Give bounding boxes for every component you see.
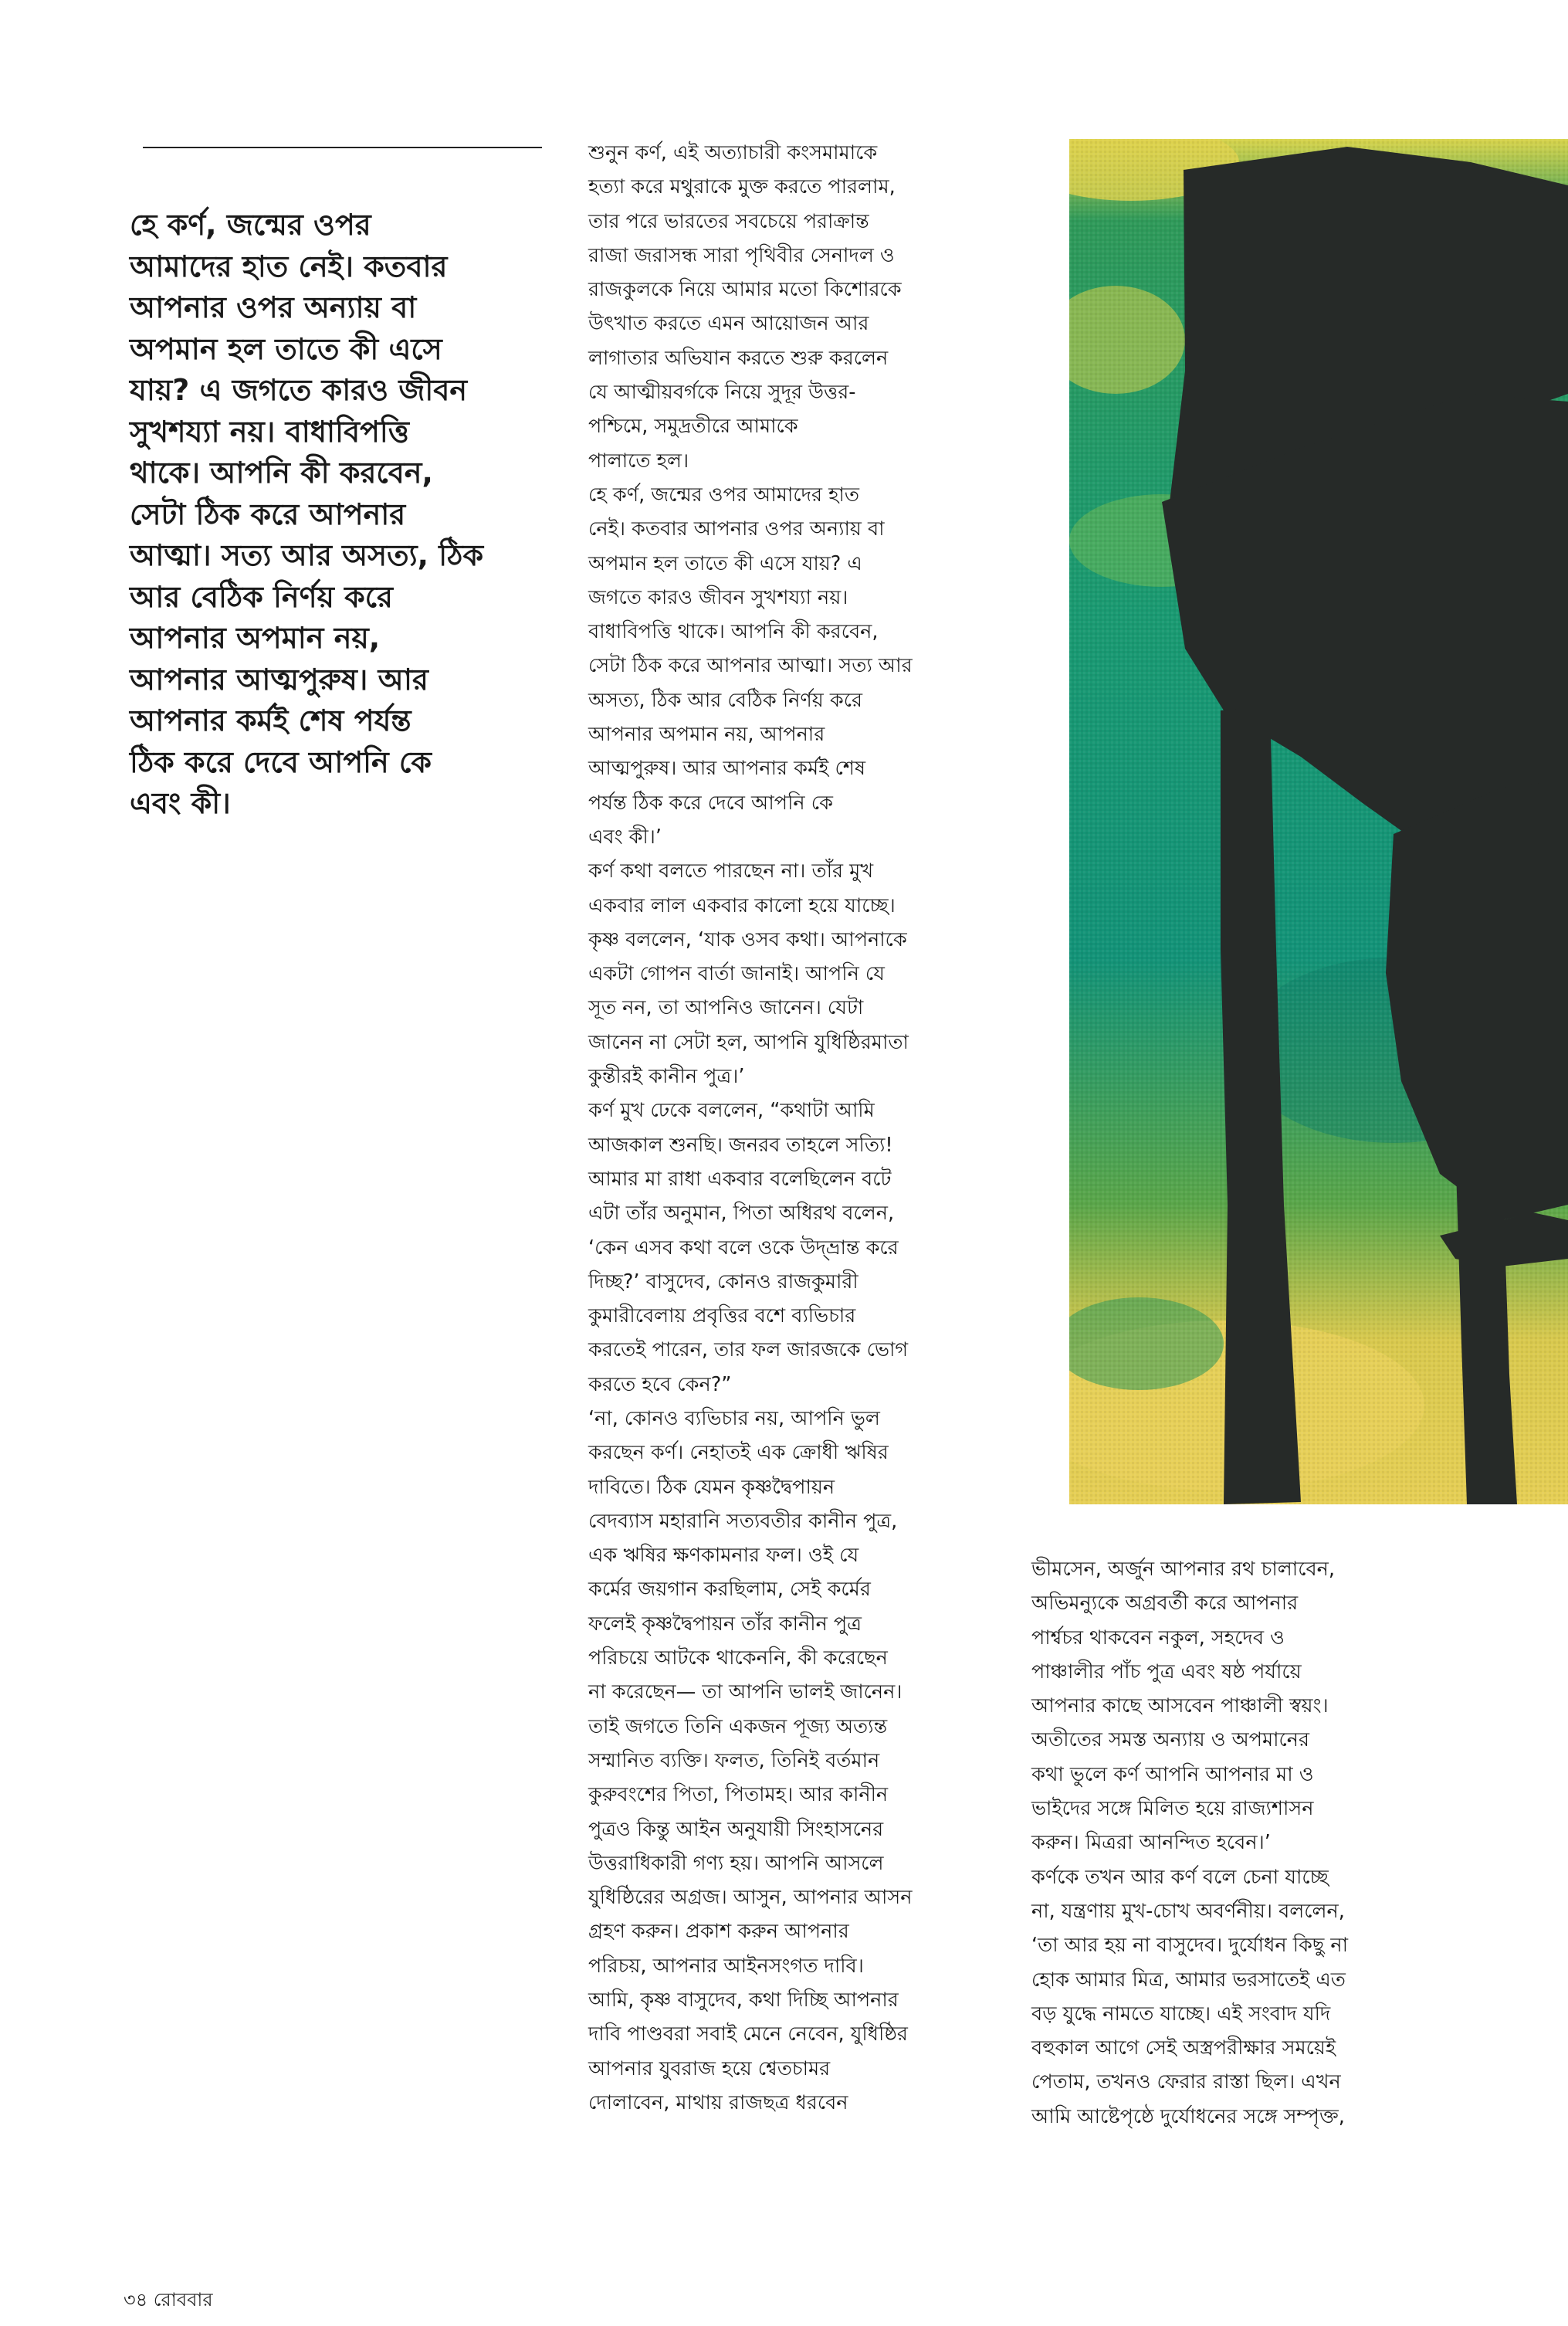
body-text-line: কর্ণকে তখন আর কর্ণ বলে চেনা যাচ্ছে [1031, 1865, 1329, 1889]
body-text-line: ভীমসেন, অর্জুন আপনার রথ চালাবেন, [1031, 1558, 1335, 1581]
body-text-line: আপনার কাছে আসবেন পাঞ্চালী স্বয়ং। [1031, 1694, 1329, 1718]
body-text-line: হে কর্ণ, জন্মের ওপর আমাদের হাত [588, 483, 860, 507]
body-text-line: এবং কী।’ [588, 825, 662, 849]
body-text-line: উত্তরাধিকারী গণ্য হয়। আপনি আসলে [588, 1851, 884, 1875]
body-text-line: পেতাম, তখনও ফেরার রাস্তা ছিল। এখন [1031, 2070, 1341, 2094]
body-text-line: আজকাল শুনছি। জনরব তাহলে সত্যি! [588, 1133, 893, 1157]
body-text-line: শুনুন কর্ণ, এই অত্যাচারী কংসমামাকে [588, 141, 878, 164]
body-text-line: বড় যুদ্ধে নামতে যাচ্ছে। এই সংবাদ যদি [1031, 2002, 1331, 2026]
body-text-line: করুন। মিত্ররা আনন্দিত হবেন।’ [1031, 1831, 1271, 1855]
body-text-line: যে আত্মীয়বর্গকে নিয়ে সুদূর উত্তর- [588, 381, 856, 405]
body-text-line: বেদব্যাস মহারানি সত্যবতীর কানীন পুত্র, [588, 1509, 898, 1533]
body-text-line: ভাইদের সঙ্গে মিলিত হয়ে রাজ্যশাসন [1031, 1797, 1314, 1821]
body-text-line: পাঞ্চালীর পাঁচ পুত্র এবং ষষ্ঠ পর্যায়ে [1031, 1660, 1302, 1683]
body-text-line: কুমারীবেলায় প্রবৃত্তির বশে ব্যভিচার [588, 1304, 856, 1328]
body-text-line: কথা ভুলে কর্ণ আপনি আপনার মা ও [1031, 1762, 1314, 1786]
body-text-line: পুত্রও কিন্তু আইন অনুযায়ী সিংহাসনের [588, 1817, 884, 1841]
pull-quote-line: থাকে। আপনি কী করবেন, [130, 456, 433, 490]
illustration-artwork [1069, 139, 1568, 1504]
body-text-line: কর্মের জয়গান করছিলাম, সেই কর্মের [588, 1578, 871, 1602]
pull-quote-line: আমাদের হাত নেই। কতবার [130, 249, 448, 283]
body-text-line: হোক আমার মিত্র, আমার ভরসাতেই এত [1031, 1968, 1346, 1992]
body-text-line: পালাতে হল। [588, 449, 689, 473]
body-text-line: আপনার অপমান নয়, আপনার [588, 723, 825, 747]
body-text-line: গ্রহণ করুন। প্রকাশ করুন আপনার [588, 1920, 849, 1944]
body-text-line: কুন্তীরই কানীন পুত্র।’ [588, 1065, 745, 1089]
pull-quote-line: হে কর্ণ, জন্মের ওপর [130, 208, 371, 242]
body-text-line: পার্শ্বচর থাকবেন নকুল, সহদেব ও [1031, 1626, 1285, 1650]
body-text-line: এক ঋষির ক্ষণকামনার ফল। ওই যে [588, 1544, 859, 1568]
pull-quote-line: আপনার কর্মই শেষ পর্যন্ত [130, 704, 411, 737]
body-text-line: লাগাতার অভিযান করতে শুরু করলেন [588, 346, 889, 370]
pull-quote-rule [143, 147, 542, 148]
body-text-line: জগতে কারও জীবন সুখশয্যা নয়। [588, 585, 848, 609]
pull-quote-line: যায়? এ জগতে কারও জীবন [130, 373, 468, 407]
body-text-line: ‘না, কোনও ব্যভিচার নয়, আপনি ভুল [588, 1406, 880, 1430]
pull-quote-line: আপনার আত্মপুরুষ। আর [130, 662, 428, 697]
pull-quote-line: আপনার অপমান নয়, [130, 621, 381, 655]
body-text-line: রাজকুলকে নিয়ে আমার মতো কিশোরকে [588, 278, 902, 302]
body-text-line: দাবিতে। ঠিক যেমন কৃষ্ণদ্বৈপায়ন [588, 1475, 835, 1499]
body-text-line: হত্যা করে মথুরাকে মুক্ত করতে পারলাম, [588, 175, 896, 199]
body-text-line: কর্ণ মুখ ঢেকে বললেন, “কথাটা আমি [588, 1099, 875, 1123]
body-text-line: পর্যন্ত ঠিক করে দেবে আপনি কে [588, 791, 833, 815]
body-text-line: অসত্য, ঠিক আর বেঠিক নির্ণয় করে [588, 688, 862, 712]
body-text-line: কুরুবংশের পিতা, পিতামহ। আর কানীন [588, 1783, 889, 1807]
body-text-line: নেই। কতবার আপনার ওপর অন্যায় বা [588, 517, 885, 541]
body-text-line: করছেন কর্ণ। নেহাতই এক ক্রোধী ঋষির [588, 1441, 889, 1465]
pull-quote-line: সেটা ঠিক করে আপনার [130, 497, 406, 531]
pull-quote-line: ঠিক করে দেবে আপনি কে [130, 744, 432, 779]
page-folio: ৩৪ রোববার [124, 2289, 213, 2311]
body-text-line: একটা গোপন বার্তা জানাই। আপনি যে [588, 962, 885, 986]
pull-quote-line: সুখশয্যা নয়। বাধাবিপত্তি [130, 414, 409, 449]
body-column-middle [588, 136, 1005, 2120]
body-text-line: করতেই পারেন, তার ফল জারজকে ভোগ [588, 1338, 909, 1362]
body-text-line: পরিচয়, আপনার আইনসংগত দাবি। [588, 1954, 864, 1978]
body-text-line: বহুকাল আগে সেই অস্ত্রপরীক্ষার সময়েই [1031, 2036, 1336, 2060]
body-text-line: জানেন না সেটা হল, আপনি যুধিষ্ঠিরমাতা [588, 1030, 909, 1054]
body-text-line: আমার মা রাধা একবার বলেছিলেন বটে [588, 1167, 892, 1191]
pull-quote-line: আত্মা। সত্য আর অসত্য, ঠিক [130, 538, 484, 572]
body-text-line: আপনার যুবরাজ হয়ে শ্বেতচামর [588, 2056, 831, 2080]
painting-svg [1069, 139, 1568, 1504]
body-text-line: ফলেই কৃষ্ণদ্বৈপায়ন তাঁর কানীন পুত্র [588, 1612, 862, 1636]
body-text-line: করতে হবে কেন?” [588, 1372, 732, 1396]
body-text-line: দিচ্ছ?’ বাসুদেব, কোনও রাজকুমারী [588, 1270, 859, 1294]
pull-quote-line: এবং কী। [130, 786, 231, 820]
body-text-line: একবার লাল একবার কালো হয়ে যাচ্ছে। [588, 893, 896, 917]
body-text-line: দাবি পাণ্ডবরা সবাই মেনে নেবেন, যুধিষ্ঠির [588, 2023, 908, 2046]
pull-quote [130, 205, 550, 825]
body-text-line: অভিমন্যুকে অগ্রবর্তী করে আপনার [1031, 1592, 1299, 1616]
body-text-line: অপমান হল তাতে কী এসে যায়? এ [588, 551, 862, 575]
body-text-line: আত্মপুরুষ। আর আপনার কর্মই শেষ [588, 757, 866, 781]
body-column-right [1031, 1552, 1464, 2134]
body-text-line: ‘কেন এসব কথা বলে ওকে উদ্‌ভ্রান্ত করে [588, 1236, 899, 1260]
body-text-line: এটা তাঁর অনুমান, পিতা অধিরথ বলেন, [588, 1202, 895, 1226]
body-text-line: আমি, কৃষ্ণ বাসুদেব, কথা দিচ্ছি আপনার [588, 1989, 899, 2012]
body-text-line: না করেছেন— তা আপনি ভালই জানেন। [588, 1680, 903, 1704]
pull-quote-line: অপমান হল তাতে কী এসে [130, 331, 442, 366]
body-text-line: আমি আষ্টেপৃষ্ঠে দুর্যোধনের সঙ্গে সম্পৃক্ত, [1031, 2104, 1345, 2128]
pull-quote-line: আপনার ওপর অন্যায় বা [130, 290, 417, 324]
body-text-line: কৃষ্ণ বললেন, ‘যাক ওসব কথা। আপনাকে [588, 927, 907, 951]
body-text-line: বাধাবিপত্তি থাকে। আপনি কী করবেন, [588, 620, 879, 644]
body-text-line: তাই জগতে তিনি একজন পূজ্য অত্যন্ত [588, 1714, 888, 1738]
body-text-line: সূত নন, তা আপনিও জানেন। যেটা [588, 996, 864, 1020]
body-text-line: না, যন্ত্রণায় মুখ-চোখ অবর্ণনীয়। বললেন, [1031, 1899, 1345, 1923]
body-text-line: তার পরে ভারতের সবচেয়ে পরাক্রান্ত [588, 209, 869, 233]
body-text-line: সম্মানিত ব্যক্তি। ফলত, তিনিই বর্তমান [588, 1748, 880, 1772]
body-text-line: পরিচয়ে আটকে থাকেননি, কী করেছেন [588, 1646, 888, 1670]
body-text-line: দোলাবেন, মাথায় রাজছত্র ধরবেন [588, 2090, 848, 2114]
body-text-line: যুধিষ্ঠিরের অগ্রজ। আসুন, আপনার আসন [588, 1886, 913, 1910]
body-text-line: অতীতের সমস্ত অন্যায় ও অপমানের [1031, 1728, 1310, 1752]
body-text-line: রাজা জরাসন্ধ সারা পৃথিবীর সেনাদল ও [588, 243, 895, 267]
body-text-line: পশ্চিমে, সমুদ্রতীরে আমাকে [588, 415, 798, 439]
body-text-line: উৎখাত করতে এমন আয়োজন আর [588, 312, 869, 336]
pull-quote-line: আর বেঠিক নির্ণয় করে [130, 579, 393, 614]
body-text-line: ‘তা আর হয় না বাসুদেব। দুর্যোধন কিছু না [1031, 1934, 1349, 1958]
body-text-line: কর্ণ কথা বলতে পারছেন না। তাঁর মুখ [588, 860, 874, 883]
body-text-line: সেটা ঠিক করে আপনার আত্মা। সত্য আর [588, 654, 913, 678]
